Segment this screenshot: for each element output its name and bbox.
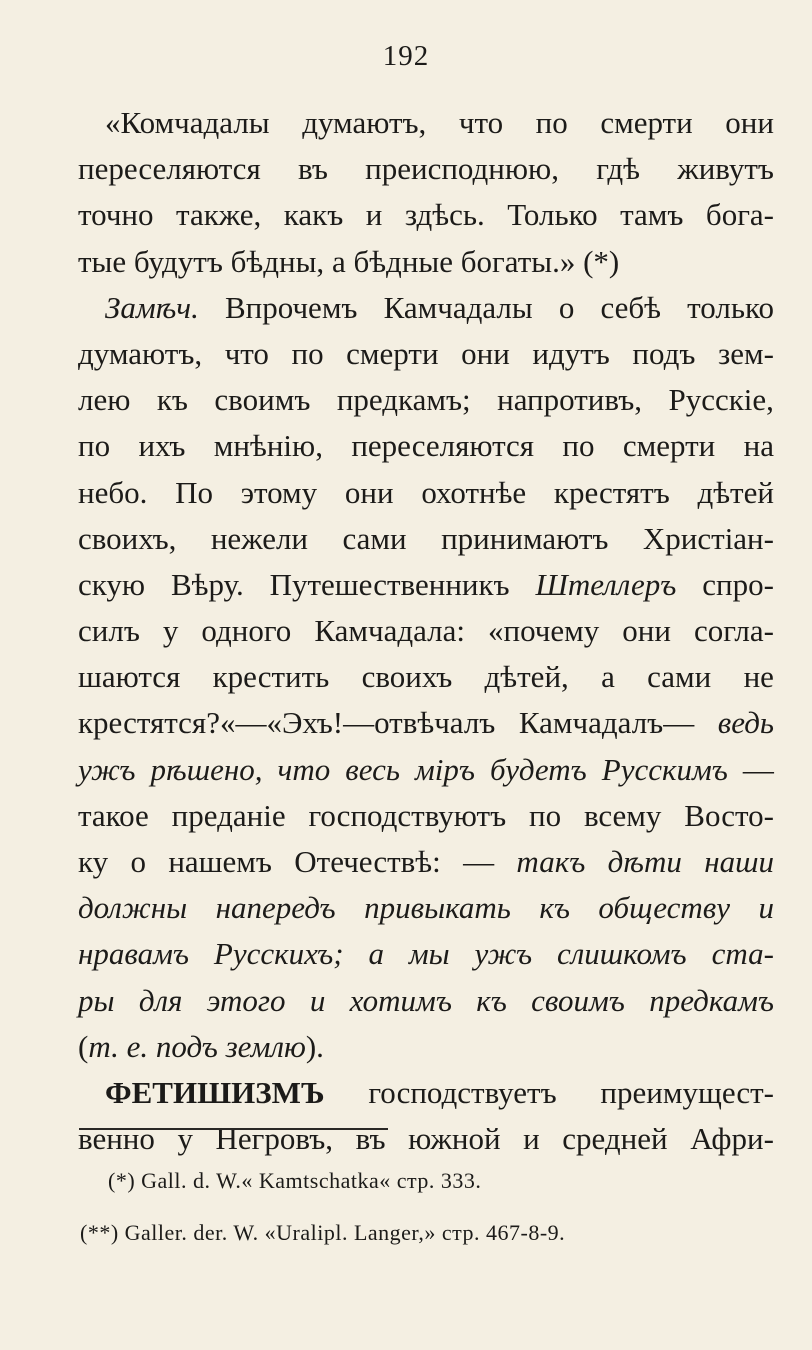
word: подъ bbox=[155, 1028, 218, 1064]
text-line-content bbox=[78, 562, 774, 608]
word: по bbox=[535, 105, 568, 140]
text-line bbox=[78, 516, 774, 562]
word: этому bbox=[240, 474, 318, 510]
word: зем- bbox=[718, 335, 774, 371]
word: по bbox=[562, 428, 595, 464]
word: у bbox=[162, 613, 179, 649]
word: нашемъ bbox=[168, 844, 272, 879]
footnotes bbox=[80, 1161, 780, 1265]
page-number: 192 bbox=[382, 40, 430, 72]
word: Камчадалъ— bbox=[518, 705, 695, 741]
word: для bbox=[138, 982, 183, 1018]
body-text bbox=[78, 100, 774, 1162]
word: только bbox=[687, 289, 774, 325]
word: и bbox=[309, 982, 326, 1018]
word: что bbox=[458, 105, 504, 140]
word: напротивъ, bbox=[497, 382, 643, 418]
text-line-content bbox=[78, 239, 774, 285]
word: Вѣру. bbox=[170, 566, 244, 602]
word: охотнѣе bbox=[421, 474, 527, 510]
word: смерти bbox=[600, 105, 693, 140]
word: ры bbox=[78, 982, 115, 1018]
word: Афри- bbox=[690, 1121, 774, 1157]
word: своихъ bbox=[361, 659, 453, 695]
word: въ bbox=[297, 151, 328, 187]
word: о bbox=[558, 289, 575, 325]
word: мы bbox=[408, 936, 450, 972]
word: дѣтей, bbox=[484, 659, 569, 695]
word: они bbox=[622, 613, 671, 649]
word: подъ bbox=[632, 335, 696, 371]
word: согла- bbox=[693, 613, 774, 649]
word: преимущест- bbox=[600, 1074, 774, 1110]
word: сами bbox=[647, 659, 712, 695]
text-line bbox=[78, 839, 774, 885]
word: гдѣ bbox=[596, 151, 641, 187]
word: на bbox=[743, 428, 774, 464]
word: обществу bbox=[598, 890, 730, 926]
word: своимъ bbox=[214, 382, 311, 418]
word: Камчадалы bbox=[383, 289, 533, 325]
text-line-content bbox=[78, 377, 774, 423]
word: такое bbox=[78, 797, 149, 833]
word: всему bbox=[583, 797, 662, 833]
word: и bbox=[523, 1121, 540, 1157]
word: ведь bbox=[717, 705, 774, 741]
word: крестятся?«—«Эхъ!—отвѣчалъ bbox=[78, 705, 496, 741]
word: Замѣч. bbox=[105, 289, 199, 325]
word: «почему bbox=[487, 613, 600, 649]
text-line bbox=[78, 793, 774, 839]
text-line-content bbox=[78, 1024, 774, 1070]
text-line bbox=[78, 423, 774, 469]
word: По bbox=[175, 474, 213, 510]
word: по bbox=[291, 335, 324, 371]
word: къ bbox=[156, 382, 188, 418]
word: будутъ bbox=[133, 243, 223, 279]
word: ( bbox=[78, 1028, 89, 1064]
footnote-rule bbox=[79, 1128, 388, 1130]
word: о bbox=[130, 844, 146, 879]
word: точно bbox=[78, 197, 154, 233]
text-line-content bbox=[78, 839, 774, 885]
text-line bbox=[78, 192, 774, 238]
word: также, bbox=[176, 197, 262, 233]
word: себѣ bbox=[600, 289, 662, 325]
text-line-content bbox=[78, 793, 774, 839]
word: е. bbox=[126, 1028, 149, 1064]
word: они bbox=[725, 105, 774, 140]
word: какъ bbox=[283, 197, 344, 233]
word: одного bbox=[201, 613, 292, 649]
text-line bbox=[78, 470, 774, 516]
word: крестятъ bbox=[553, 474, 670, 510]
text-line-content bbox=[78, 423, 774, 469]
text-line-content bbox=[78, 331, 774, 377]
word: южной bbox=[408, 1121, 501, 1157]
word: скую bbox=[78, 566, 146, 602]
word: Восто- bbox=[684, 797, 774, 833]
word: бѣдны, bbox=[230, 243, 325, 279]
footnote: (**) Galler. der. W. «Uralipl. Langer,» стр. 467-8-9. bbox=[80, 1220, 566, 1245]
word: Русскихъ; bbox=[213, 936, 344, 972]
word: бога- bbox=[705, 197, 774, 233]
word: нравамъ bbox=[78, 936, 189, 972]
word: весь bbox=[345, 751, 400, 787]
word: Русскимъ bbox=[601, 751, 728, 787]
word: что bbox=[277, 751, 331, 787]
word: своимъ bbox=[531, 982, 625, 1018]
text-line-content bbox=[78, 470, 774, 516]
text-line-content bbox=[78, 978, 774, 1024]
word: небо. bbox=[78, 474, 148, 510]
word: Камчадала: bbox=[314, 613, 465, 649]
word: — bbox=[742, 751, 774, 787]
text-line bbox=[78, 285, 774, 331]
text-line-content bbox=[78, 931, 774, 977]
word: и bbox=[758, 890, 774, 926]
word: силъ bbox=[78, 613, 140, 649]
text-line bbox=[78, 377, 774, 423]
word: (*) bbox=[583, 243, 620, 279]
text-line bbox=[78, 1024, 774, 1070]
text-line bbox=[78, 978, 774, 1024]
word: предкамъ; bbox=[336, 382, 471, 418]
text-line-content bbox=[105, 100, 774, 146]
word: въ bbox=[355, 1121, 386, 1157]
word: Только bbox=[507, 197, 598, 233]
word: переселяются bbox=[78, 151, 261, 187]
word: ста- bbox=[711, 936, 774, 972]
text-line-content bbox=[78, 608, 774, 654]
word: этого bbox=[206, 982, 286, 1018]
word: по bbox=[78, 428, 111, 464]
text-line bbox=[78, 100, 774, 146]
word: средней bbox=[562, 1121, 668, 1157]
word: венно bbox=[78, 1121, 155, 1157]
word: и bbox=[365, 197, 383, 233]
word: Отечествѣ: bbox=[294, 844, 441, 879]
word: у bbox=[177, 1121, 193, 1157]
text-line-content bbox=[78, 654, 774, 700]
text-line bbox=[78, 700, 774, 746]
word: а bbox=[331, 243, 346, 279]
word: Штеллеръ bbox=[535, 566, 677, 602]
word: нежели bbox=[210, 520, 309, 556]
text-line bbox=[78, 1116, 774, 1162]
word: лею bbox=[78, 382, 131, 418]
word: по bbox=[528, 797, 562, 833]
word: господствуютъ bbox=[308, 797, 507, 833]
word: думаютъ, bbox=[302, 105, 427, 140]
word: переселяются bbox=[351, 428, 535, 464]
word: живутъ bbox=[677, 151, 774, 187]
word: къ bbox=[539, 890, 570, 926]
word: смерти bbox=[346, 335, 439, 371]
word: «Комчадалы bbox=[105, 105, 270, 140]
text-line bbox=[78, 885, 774, 931]
word: своихъ, bbox=[78, 520, 177, 556]
word: сами bbox=[342, 520, 407, 556]
word: напередъ bbox=[215, 890, 336, 926]
word: преисподнюю, bbox=[365, 151, 559, 187]
text-line-content bbox=[105, 1070, 774, 1116]
word: господствуетъ bbox=[368, 1074, 557, 1110]
word: привыкать bbox=[364, 890, 511, 926]
word: бѣдные bbox=[353, 243, 454, 279]
word: что bbox=[224, 335, 269, 371]
text-line bbox=[78, 608, 774, 654]
word: міръ bbox=[414, 751, 475, 787]
word: преданіе bbox=[171, 797, 286, 833]
word: Русскіе, bbox=[668, 382, 774, 418]
word: крестить bbox=[212, 659, 330, 695]
word: шаются bbox=[78, 659, 181, 695]
word: къ bbox=[476, 982, 507, 1018]
word: принимаютъ bbox=[441, 520, 609, 556]
word: здѣсь. bbox=[404, 197, 485, 233]
word: рѣшено, bbox=[150, 751, 263, 787]
word: такъ bbox=[516, 844, 586, 879]
word: ихъ bbox=[138, 428, 186, 464]
word: дѣтей bbox=[697, 474, 774, 510]
word: смерти bbox=[622, 428, 716, 464]
word: спро- bbox=[702, 566, 774, 602]
word: будетъ bbox=[490, 751, 587, 787]
text-line-content bbox=[78, 700, 774, 746]
word: а bbox=[368, 936, 384, 972]
word: т. bbox=[88, 1028, 119, 1064]
word: не bbox=[743, 659, 774, 695]
word: — bbox=[463, 844, 495, 879]
word: тые bbox=[78, 243, 127, 279]
word: землю bbox=[225, 1028, 306, 1064]
text-line-content bbox=[105, 285, 774, 331]
word: богаты.» bbox=[460, 243, 576, 279]
word: наши bbox=[704, 844, 774, 879]
word: Негровъ, bbox=[215, 1121, 334, 1157]
text-line bbox=[78, 146, 774, 192]
text-line-content bbox=[78, 192, 774, 238]
word: должны bbox=[78, 890, 188, 926]
text-line bbox=[78, 239, 774, 285]
word: мнѣнію, bbox=[213, 428, 323, 464]
word: тамъ bbox=[620, 197, 684, 233]
word: Впрочемъ bbox=[225, 289, 358, 325]
text-line-content bbox=[78, 885, 774, 931]
word: ФЕТИШИЗМЪ bbox=[105, 1074, 325, 1110]
text-line bbox=[78, 1070, 774, 1116]
text-line bbox=[78, 654, 774, 700]
word: хотимъ bbox=[349, 982, 452, 1018]
text-line-content bbox=[78, 747, 774, 793]
word: слишкомъ bbox=[556, 936, 687, 972]
text-line bbox=[78, 331, 774, 377]
word: думаютъ, bbox=[78, 335, 203, 371]
word: предкамъ bbox=[649, 982, 774, 1018]
text-line-content bbox=[78, 146, 774, 192]
word: они bbox=[344, 474, 394, 510]
word: дѣти bbox=[607, 844, 682, 879]
text-line bbox=[78, 562, 774, 608]
word: они bbox=[461, 335, 510, 371]
text-line bbox=[78, 747, 774, 793]
word: ку bbox=[78, 844, 109, 879]
word: а bbox=[601, 659, 615, 695]
footnote: (*) Gall. d. W.« Kamtschatka« стр. 333. bbox=[108, 1168, 482, 1193]
word: ). bbox=[305, 1028, 324, 1064]
word: идутъ bbox=[532, 335, 610, 371]
word: ужъ bbox=[78, 751, 136, 787]
text-line-content bbox=[78, 1116, 774, 1162]
word: Путешественникъ bbox=[269, 566, 510, 602]
word: ужъ bbox=[474, 936, 533, 972]
text-line-content bbox=[78, 516, 774, 562]
word: Христіан- bbox=[642, 520, 774, 556]
text-line bbox=[78, 931, 774, 977]
